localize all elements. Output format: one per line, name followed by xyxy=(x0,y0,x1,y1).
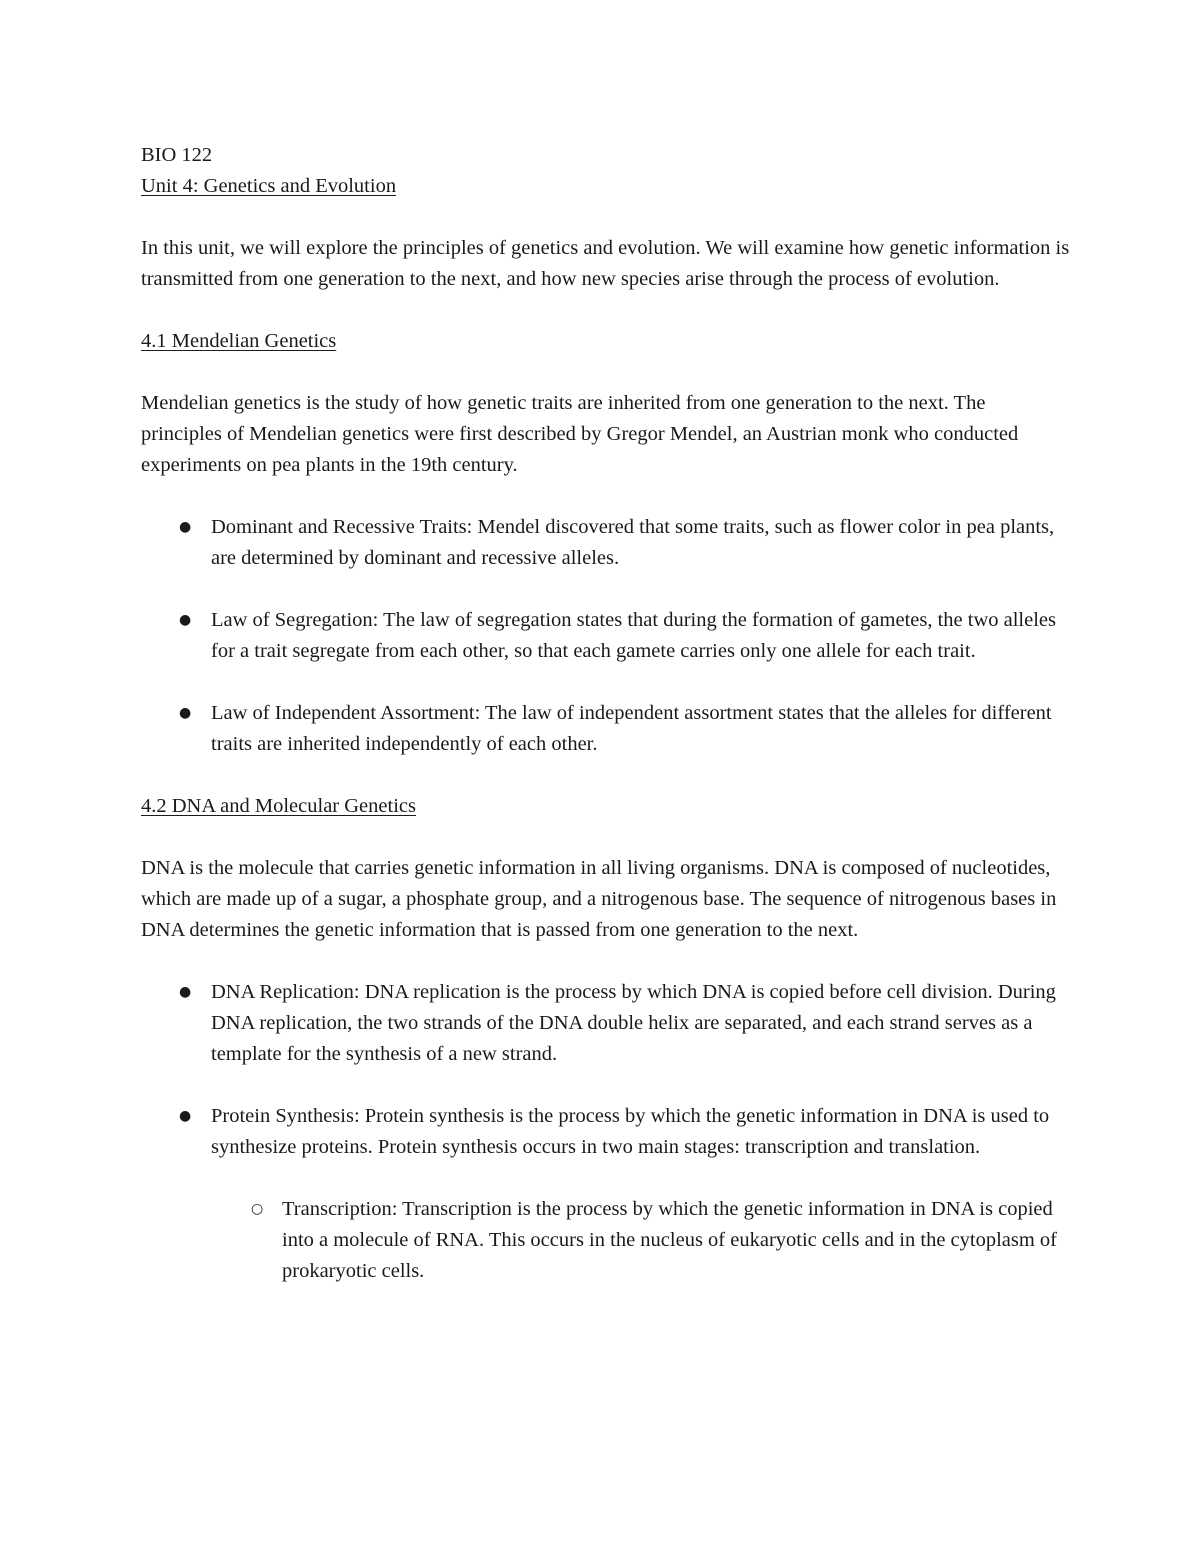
list-item xyxy=(141,977,1071,1070)
dna-paragraph: DNA is the molecule that carries genetic information in all living organisms. DNA is composed of nucleotides, which are made up of a sugar, a phosphate group, and a nitrogenous base. The sequence of nitrogenous bases in DNA determines the genetic information that is passed from one generation to the next. xyxy=(141,857,1057,941)
list-item xyxy=(141,698,1071,760)
bullet-icon: ● xyxy=(179,519,192,535)
dna-bullet-list xyxy=(141,977,1071,1287)
list-item xyxy=(141,1101,1071,1163)
hollow-bullet-icon: ○ xyxy=(251,1201,264,1217)
unit-title: Unit 4: Genetics and Evolution xyxy=(141,175,397,197)
mendelian-bullet-list xyxy=(141,512,1071,760)
list-item-text: Law of Independent Assortment: The law of independent assortment states that the alleles for different traits are inherited independently of each other. xyxy=(211,702,1052,755)
intro-paragraph: In this unit, we will explore the principles of genetics and evolution. We will examine how genetic information is transmitted from one generation to the next, and how new species arise through the process of evolution. xyxy=(141,237,1070,290)
list-item-text: Protein Synthesis: Protein synthesis is the process by which the genetic information in DNA is used to synthesize proteins. Protein synthesis occurs in two main stages: transcription and translation. xyxy=(211,1105,1050,1158)
list-item xyxy=(141,512,1071,574)
section-heading-mendelian: 4.1 Mendelian Genetics xyxy=(141,330,337,352)
course-code: BIO 122 xyxy=(141,144,213,166)
section-heading-dna: 4.2 DNA and Molecular Genetics xyxy=(141,795,416,817)
bullet-icon: ● xyxy=(179,1108,192,1124)
sub-list-item-text: Transcription: Transcription is the process by which the genetic information in DNA is copied into a molecule of RNA. This occurs in the nucleus of eukaryotic cells and in the cytoplasm of prokaryotic cells. xyxy=(282,1198,1058,1282)
list-item xyxy=(141,605,1071,667)
list-item-text: Law of Segregation: The law of segregation states that during the formation of gametes, the two alleles for a trait segregate from each other, so that each gamete carries only one allele for each trait. xyxy=(211,609,1056,662)
document-page xyxy=(141,140,1071,1287)
bullet-icon: ● xyxy=(179,984,192,1000)
list-item-text: Dominant and Recessive Traits: Mendel discovered that some traits, such as flower color in pea plants, are determined by dominant and recessive alleles. xyxy=(211,516,1055,569)
bullet-icon: ● xyxy=(179,612,192,628)
list-item-text: DNA Replication: DNA replication is the process by which DNA is copied before cell division. During DNA replication, the two strands of the DNA double helix are separated, and each strand serves as a template for the synthesis of a new strand. xyxy=(211,981,1056,1065)
sub-list-item xyxy=(141,1194,1071,1287)
mendelian-paragraph: Mendelian genetics is the study of how genetic traits are inherited from one generation to the next. The principles of Mendelian genetics were first described by Gregor Mendel, an Austrian monk who conducted experiments on pea plants in the 19th century. xyxy=(141,392,1019,476)
bullet-icon: ● xyxy=(179,705,192,721)
